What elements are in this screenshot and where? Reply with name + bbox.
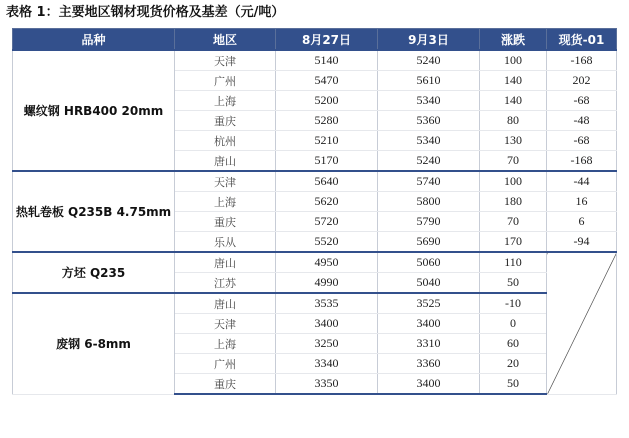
steel-price-table — [12, 28, 617, 395]
price-aug27-cell: 4990 — [276, 273, 378, 294]
region-cell: 唐山 — [175, 252, 276, 273]
header-date2: 9月3日 — [378, 29, 480, 51]
price-aug27-cell: 5470 — [276, 71, 378, 91]
region-cell: 天津 — [175, 50, 276, 71]
price-sep3-cell: 5740 — [378, 171, 480, 192]
basis-cell: -168 — [547, 151, 617, 172]
change-cell: 70 — [480, 151, 547, 172]
basis-cell: -94 — [547, 232, 617, 253]
region-cell: 唐山 — [175, 293, 276, 314]
table-row — [13, 50, 617, 71]
price-aug27-cell: 5140 — [276, 50, 378, 71]
change-cell: -10 — [480, 293, 547, 314]
product-cell: 方坯 Q235 — [13, 252, 175, 293]
change-cell: 80 — [480, 111, 547, 131]
change-cell: 140 — [480, 71, 547, 91]
table-caption: 表格 1：主要地区钢材现货价格及基差（元/吨） — [6, 5, 285, 20]
price-sep3-cell: 3525 — [378, 293, 480, 314]
region-cell: 上海 — [175, 192, 276, 212]
product-cell: 废钢 6-8mm — [13, 293, 175, 394]
price-aug27-cell: 3250 — [276, 334, 378, 354]
basis-cell: -44 — [547, 171, 617, 192]
price-sep3-cell: 5040 — [378, 273, 480, 294]
price-sep3-cell: 5340 — [378, 91, 480, 111]
change-cell: 100 — [480, 50, 547, 71]
region-cell: 唐山 — [175, 151, 276, 172]
change-cell: 20 — [480, 354, 547, 374]
change-cell: 60 — [480, 334, 547, 354]
change-cell: 140 — [480, 91, 547, 111]
price-aug27-cell: 5280 — [276, 111, 378, 131]
region-cell: 江苏 — [175, 273, 276, 294]
price-sep3-cell: 3310 — [378, 334, 480, 354]
region-cell: 天津 — [175, 171, 276, 192]
basis-cell: 16 — [547, 192, 617, 212]
price-sep3-cell: 5690 — [378, 232, 480, 253]
header-change: 涨跌 — [480, 29, 547, 51]
price-aug27-cell: 3350 — [276, 374, 378, 395]
basis-cell: -168 — [547, 50, 617, 71]
region-cell: 广州 — [175, 71, 276, 91]
price-sep3-cell: 5800 — [378, 192, 480, 212]
change-cell: 0 — [480, 314, 547, 334]
price-sep3-cell: 5610 — [378, 71, 480, 91]
price-sep3-cell: 5240 — [378, 50, 480, 71]
region-cell: 重庆 — [175, 374, 276, 395]
price-aug27-cell: 4950 — [276, 252, 378, 273]
region-cell: 广州 — [175, 354, 276, 374]
price-aug27-cell: 5640 — [276, 171, 378, 192]
region-cell: 重庆 — [175, 111, 276, 131]
basis-not-applicable-cell — [547, 252, 617, 394]
price-aug27-cell: 5520 — [276, 232, 378, 253]
price-aug27-cell: 5620 — [276, 192, 378, 212]
price-sep3-cell: 5360 — [378, 111, 480, 131]
product-cell: 热轧卷板 Q235B 4.75mm — [13, 171, 175, 252]
region-cell: 乐从 — [175, 232, 276, 253]
table-row — [13, 293, 617, 314]
price-aug27-cell: 5720 — [276, 212, 378, 232]
price-aug27-cell: 5200 — [276, 91, 378, 111]
change-cell: 110 — [480, 252, 547, 273]
price-sep3-cell: 3400 — [378, 314, 480, 334]
change-cell: 170 — [480, 232, 547, 253]
region-cell: 上海 — [175, 334, 276, 354]
price-sep3-cell: 5060 — [378, 252, 480, 273]
price-sep3-cell: 3400 — [378, 374, 480, 395]
product-cell: 螺纹钢 HRB400 20mm — [13, 50, 175, 171]
basis-cell: -68 — [547, 91, 617, 111]
change-cell: 100 — [480, 171, 547, 192]
region-cell: 上海 — [175, 91, 276, 111]
change-cell: 50 — [480, 273, 547, 294]
price-aug27-cell: 3400 — [276, 314, 378, 334]
price-sep3-cell: 3360 — [378, 354, 480, 374]
basis-cell: -68 — [547, 131, 617, 151]
basis-cell: 202 — [547, 71, 617, 91]
table-row — [13, 171, 617, 192]
change-cell: 130 — [480, 131, 547, 151]
price-sep3-cell: 5790 — [378, 212, 480, 232]
price-sep3-cell: 5340 — [378, 131, 480, 151]
region-cell: 重庆 — [175, 212, 276, 232]
header-basis: 现货-01 — [547, 29, 617, 51]
table-row — [13, 252, 617, 273]
basis-cell: 6 — [547, 212, 617, 232]
change-cell: 50 — [480, 374, 547, 395]
header-region: 地区 — [175, 29, 276, 51]
price-sep3-cell: 5240 — [378, 151, 480, 172]
header-product: 品种 — [13, 29, 175, 51]
change-cell: 180 — [480, 192, 547, 212]
price-aug27-cell: 5170 — [276, 151, 378, 172]
price-aug27-cell: 5210 — [276, 131, 378, 151]
region-cell: 杭州 — [175, 131, 276, 151]
header-date1: 8月27日 — [276, 29, 378, 51]
header-row — [13, 29, 617, 51]
region-cell: 天津 — [175, 314, 276, 334]
price-aug27-cell: 3535 — [276, 293, 378, 314]
basis-cell: -48 — [547, 111, 617, 131]
price-aug27-cell: 3340 — [276, 354, 378, 374]
change-cell: 70 — [480, 212, 547, 232]
